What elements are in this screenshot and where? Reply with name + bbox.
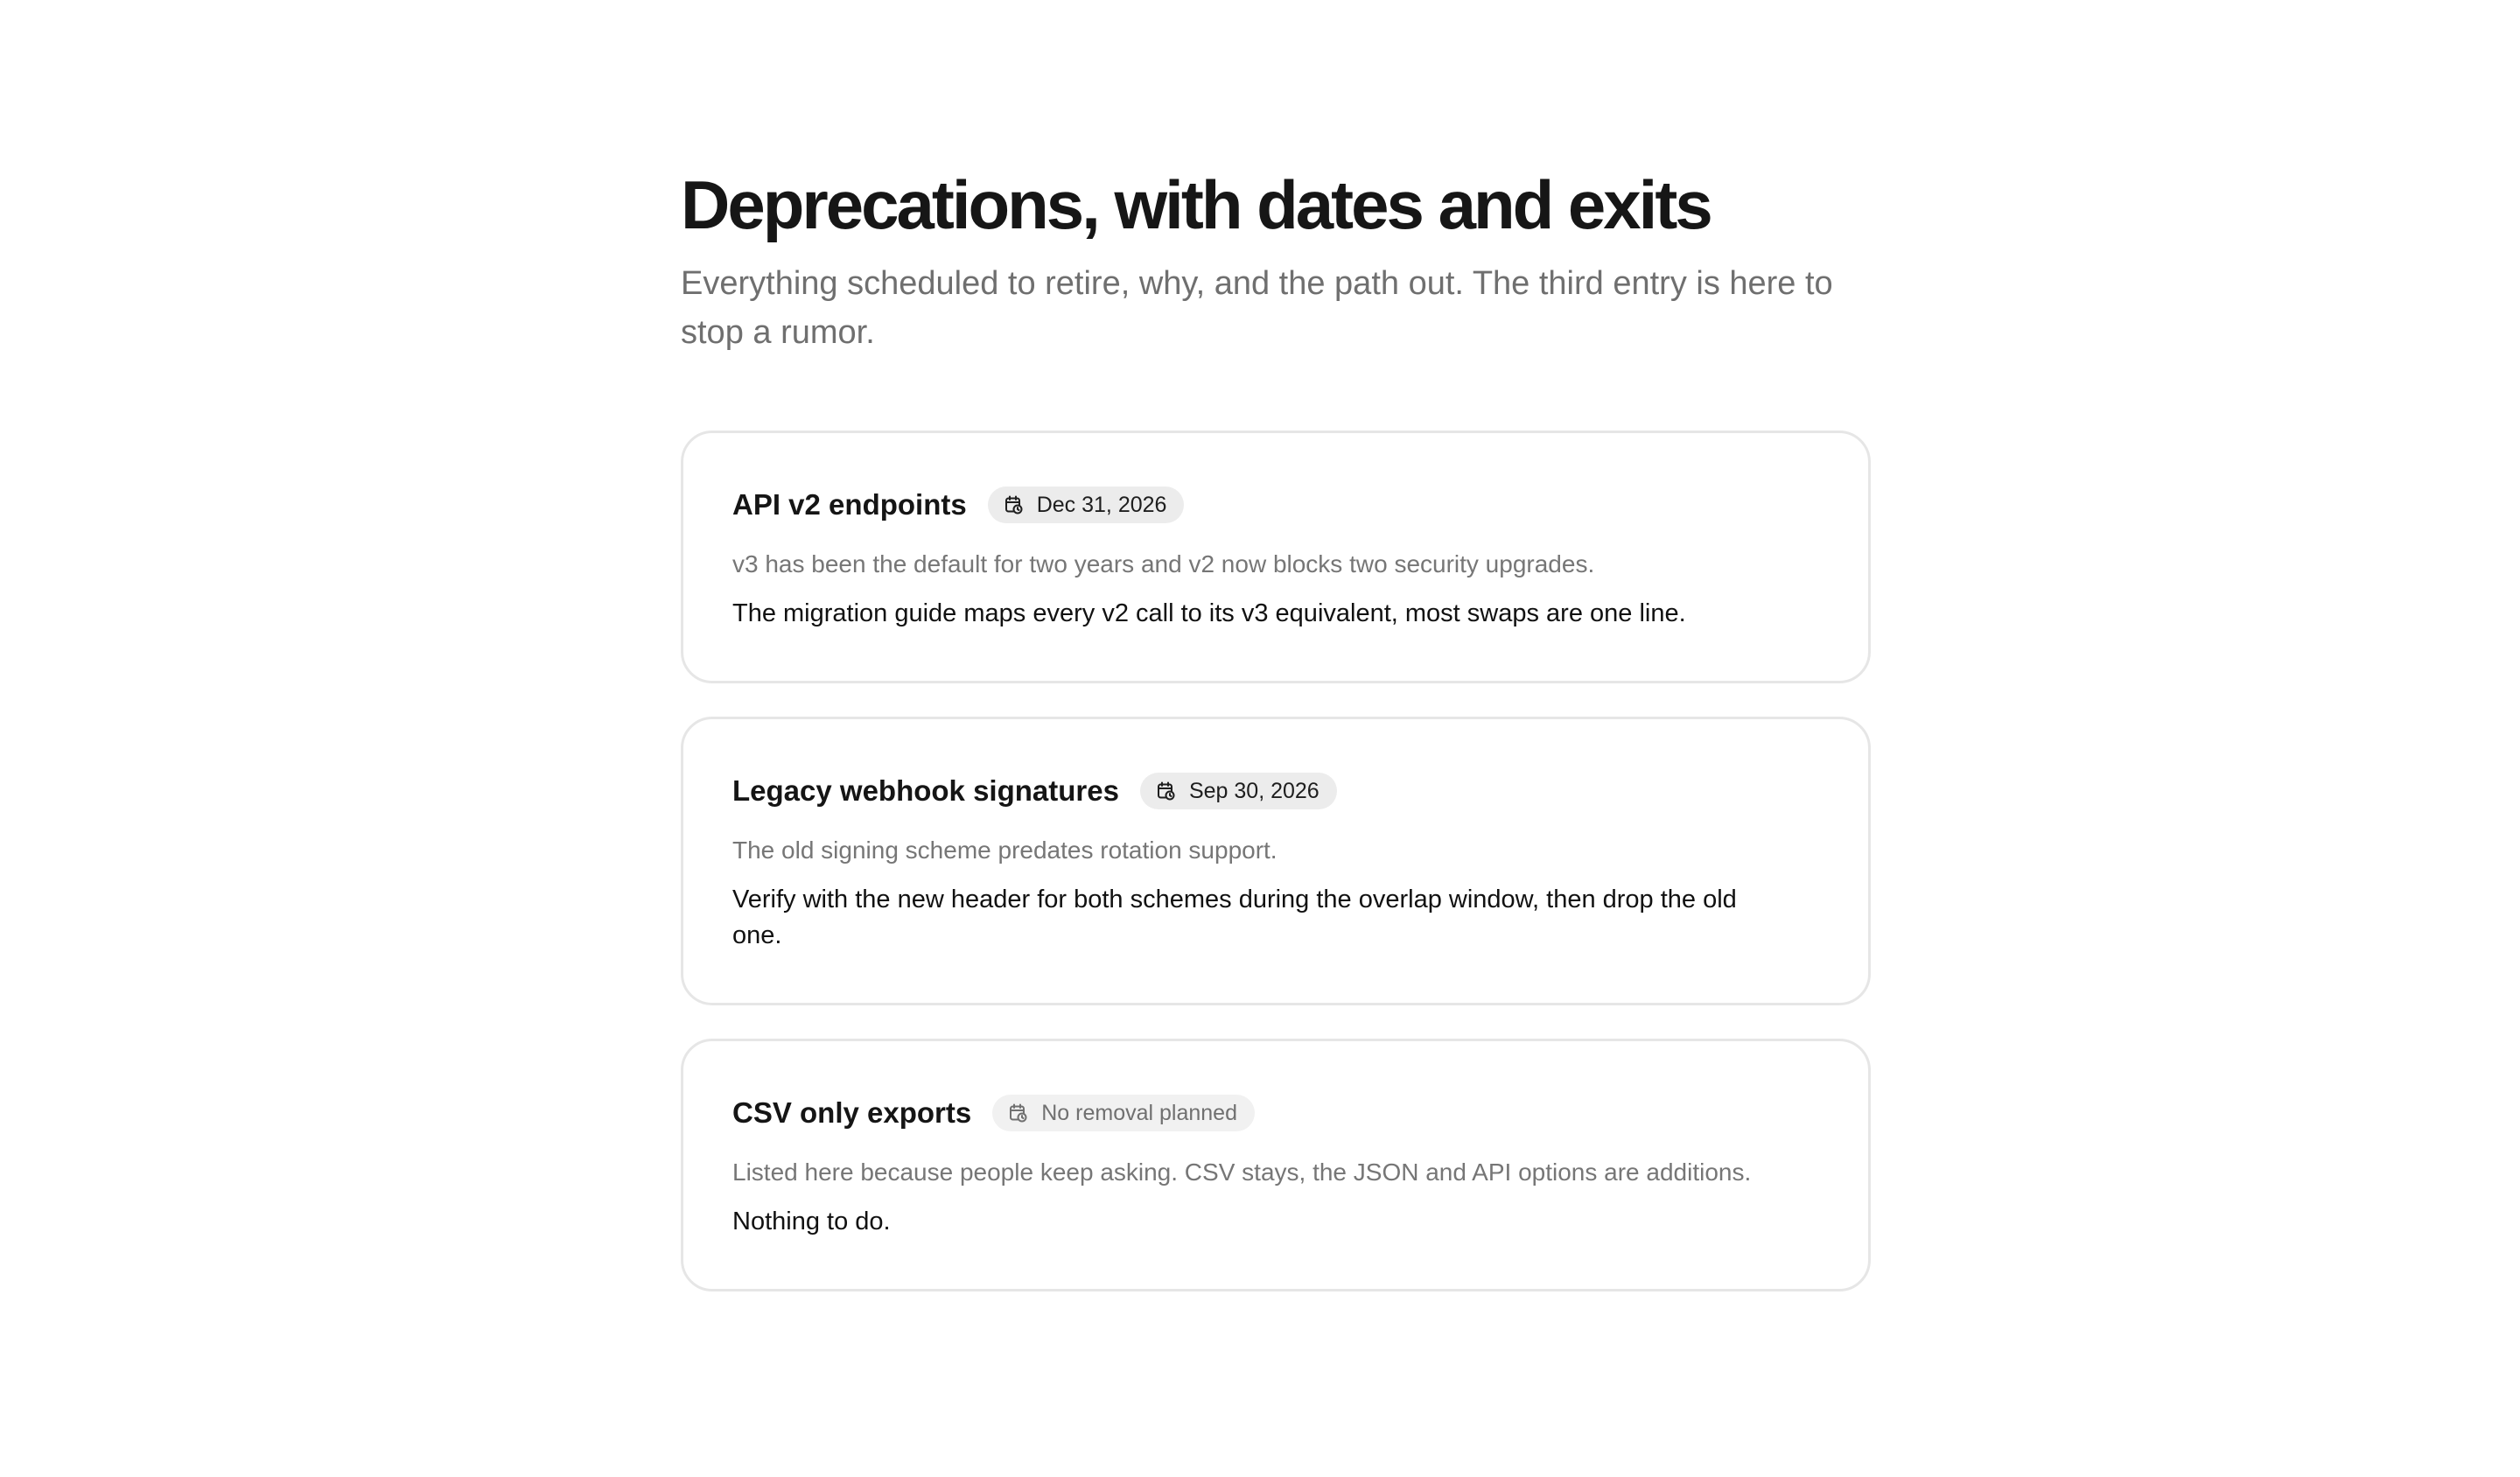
page-container xyxy=(681,163,1871,1325)
date-badge xyxy=(992,1095,1255,1131)
card-exit-path: The migration guide maps every v2 call to its v3 equivalent, most swaps are one line. xyxy=(732,599,1686,627)
card-title: Legacy webhook signatures xyxy=(732,774,1119,807)
card-reason: The old signing scheme predates rotation support. xyxy=(732,836,1278,864)
deprecation-card-csv-exports xyxy=(681,1039,1871,1292)
date-badge-label: No removal planned xyxy=(1041,1100,1237,1125)
calendar-icon xyxy=(1004,494,1025,515)
card-header xyxy=(732,484,1819,526)
calendar-icon xyxy=(1008,1102,1029,1124)
card-title: API v2 endpoints xyxy=(732,488,967,521)
page-title: Deprecations, with dates and exits xyxy=(681,166,1711,243)
date-badge-label: Dec 31, 2026 xyxy=(1036,492,1167,517)
card-exit-path: Nothing to do. xyxy=(732,1208,891,1236)
deprecation-list xyxy=(681,430,1871,1292)
calendar-icon xyxy=(1156,780,1177,802)
date-badge xyxy=(988,486,1185,523)
date-badge xyxy=(1140,773,1337,809)
page-subtitle: Everything scheduled to retire, why, and the path out. The third entry is here to stop a rumor. xyxy=(681,265,1833,351)
deprecation-card-api-v2 xyxy=(681,430,1871,683)
card-reason: Listed here because people keep asking. CSV stays, the JSON and API options are additions. xyxy=(732,1158,1752,1186)
date-badge-label: Sep 30, 2026 xyxy=(1188,778,1320,803)
card-reason: v3 has been the default for two years and v2 now blocks two security upgrades. xyxy=(732,550,1595,578)
card-title: CSV only exports xyxy=(732,1096,972,1129)
card-header xyxy=(732,1092,1819,1134)
card-exit-path: Verify with the new header for both schemes during the overlap window, then drop the old one. xyxy=(732,886,1737,949)
card-header xyxy=(732,770,1819,812)
deprecation-card-legacy-webhook xyxy=(681,717,1871,1005)
